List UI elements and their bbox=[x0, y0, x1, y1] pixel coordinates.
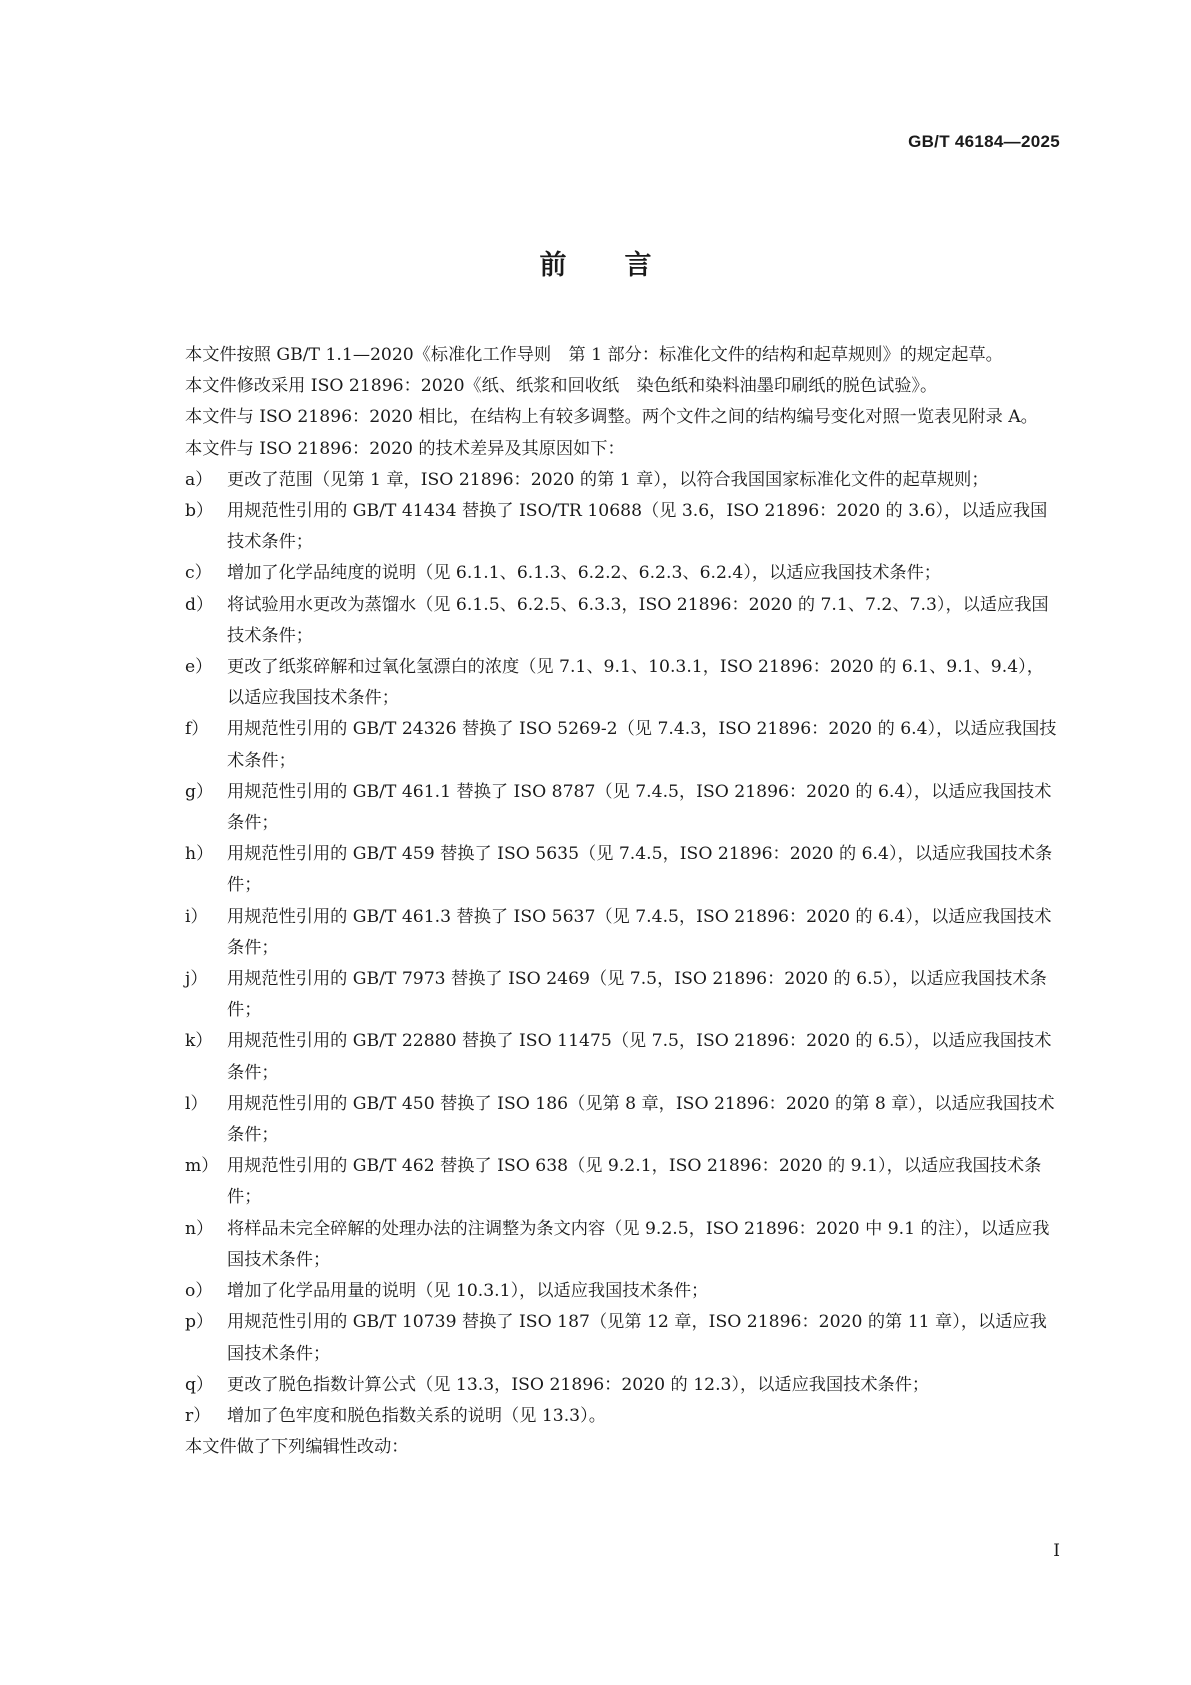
list-item-label: j） bbox=[185, 969, 208, 990]
list-item-label: i） bbox=[185, 906, 208, 927]
list-item-text: 增加了化学品纯度的说明（见 6.1.1、6.1.3、6.2.2、6.2.3、6.2.4），以适应我国技术条件； bbox=[227, 563, 941, 584]
list-item bbox=[143, 465, 1060, 496]
list-item bbox=[143, 558, 1060, 589]
list-item-label: l） bbox=[185, 1093, 208, 1114]
list-item-text: 用规范性引用的 GB/T 41434 替换了 ISO/TR 10688（见 3.6，ISO 21896：2020 的 3.6），以适应我国技术条件； bbox=[227, 501, 1048, 553]
list-item-text: 用规范性引用的 GB/T 10739 替换了 ISO 187（见第 12 章，ISO 21896：2020 的第 11 章），以适应我国技术条件； bbox=[227, 1312, 1047, 1364]
list-item-label: k） bbox=[185, 1031, 213, 1052]
technical-differences-list bbox=[143, 465, 1060, 1432]
standard-number: GB/T 46184—2025 bbox=[908, 132, 1060, 151]
paragraph-editorial-changes: 本文件做了下列编辑性改动： bbox=[185, 1437, 409, 1458]
list-item bbox=[143, 714, 1060, 776]
paragraph-adoption: 本文件修改采用 ISO 21896：2020《纸、纸浆和回收纸 染色纸和染料油墨印刷纸的脱色试验》。 bbox=[185, 376, 938, 397]
list-item bbox=[143, 1370, 1060, 1401]
list-item bbox=[143, 652, 1060, 714]
list-item bbox=[143, 1026, 1060, 1088]
list-item-label: f） bbox=[185, 719, 209, 740]
list-item bbox=[143, 777, 1060, 839]
list-item-label: n） bbox=[185, 1218, 214, 1239]
list-item-label: b） bbox=[185, 501, 214, 522]
list-item-text: 将试验用水更改为蒸馏水（见 6.1.5、6.2.5、6.3.3，ISO 21896：2020 的 7.1、7.2、7.3），以适应我国技术条件； bbox=[227, 594, 1049, 646]
list-item-text: 将样品未完全碎解的处理办法的注调整为条文内容（见 9.2.5，ISO 21896：2020 中 9.1 的注），以适应我国技术条件； bbox=[227, 1218, 1050, 1270]
list-item bbox=[143, 902, 1060, 964]
paragraph-drafting-rules: 本文件按照 GB/T 1.1—2020《标准化工作导则 第 1 部分：标准化文件的结构和起草规则》的规定起草。 bbox=[185, 345, 1003, 365]
list-item-label: r） bbox=[185, 1405, 211, 1426]
list-item-label: p） bbox=[185, 1312, 214, 1333]
list-item bbox=[143, 1214, 1060, 1276]
list-item-text: 用规范性引用的 GB/T 24326 替换了 ISO 5269-2（见 7.4.3，ISO 21896：2020 的 6.4），以适应我国技术条件； bbox=[227, 719, 1057, 771]
list-item-text: 更改了范围（见第 1 章，ISO 21896：2020 的第 1 章），以符合我国国家标准化文件的起草规则； bbox=[227, 469, 989, 490]
list-item-label: o） bbox=[185, 1281, 213, 1302]
list-item bbox=[143, 1151, 1060, 1213]
list-item bbox=[143, 590, 1060, 652]
list-item-label: e） bbox=[185, 657, 213, 678]
list-item-text: 用规范性引用的 GB/T 450 替换了 ISO 186（见第 8 章，ISO 21896：2020 的第 8 章），以适应我国技术条件； bbox=[227, 1093, 1055, 1146]
list-item bbox=[143, 839, 1060, 901]
paragraph-technical-differences: 本文件与 ISO 21896：2020 的技术差异及其原因如下： bbox=[185, 438, 625, 459]
list-item-label: a） bbox=[185, 469, 213, 490]
list-item-text: 更改了纸浆碎解和过氧化氢漂白的浓度（见 7.1、9.1、10.3.1，ISO 21896：2020 的 6.1、9.1、9.4），以适应我国技术条件； bbox=[227, 657, 1044, 709]
list-item-text: 用规范性引用的 GB/T 22880 替换了 ISO 11475（见 7.5，ISO 21896：2020 的 6.5），以适应我国技术条件； bbox=[227, 1031, 1052, 1083]
list-item bbox=[143, 1276, 1060, 1307]
list-item-label: m） bbox=[185, 1156, 219, 1177]
list-item bbox=[143, 1089, 1060, 1151]
list-item-text: 用规范性引用的 GB/T 461.1 替换了 ISO 8787（见 7.4.5，ISO 21896：2020 的 6.4），以适应我国技术条件； bbox=[227, 781, 1052, 834]
list-item bbox=[143, 1307, 1060, 1369]
list-item bbox=[143, 1401, 1060, 1432]
list-item-label: c） bbox=[185, 563, 212, 584]
list-item bbox=[143, 964, 1060, 1026]
list-item-text: 增加了色牢度和脱色指数关系的说明（见 13.3）。 bbox=[227, 1405, 606, 1426]
list-item-label: d） bbox=[185, 594, 214, 615]
list-item-text: 增加了化学品用量的说明（见 10.3.1），以适应我国技术条件； bbox=[227, 1281, 709, 1302]
list-item-text: 用规范性引用的 GB/T 461.3 替换了 ISO 5637（见 7.4.5，ISO 21896：2020 的 6.4），以适应我国技术条件； bbox=[227, 906, 1052, 958]
list-item-text: 用规范性引用的 GB/T 462 替换了 ISO 638（见 9.2.1，ISO 21896：2020 的 9.1），以适应我国技术条件； bbox=[227, 1156, 1042, 1208]
list-item-label: h） bbox=[185, 844, 214, 865]
list-item-text: 用规范性引用的 GB/T 7973 替换了 ISO 2469（见 7.5，ISO 21896：2020 的 6.5），以适应我国技术条件； bbox=[227, 969, 1047, 1021]
list-item bbox=[143, 496, 1060, 558]
list-item-text: 用规范性引用的 GB/T 459 替换了 ISO 5635（见 7.4.5，ISO 21896：2020 的 6.4），以适应我国技术条件； bbox=[227, 844, 1053, 896]
document-body bbox=[143, 340, 1060, 1463]
list-item-label: q） bbox=[185, 1374, 214, 1395]
paragraph-structure-changes: 本文件与 ISO 21896：2020 相比，在结构上有较多调整。两个文件之间的结构编号变化对照一览表见附录 A。 bbox=[185, 407, 1038, 428]
page-number: Ⅰ bbox=[1053, 1541, 1060, 1561]
page-title: 前言 bbox=[539, 250, 710, 281]
list-item-label: g） bbox=[185, 781, 214, 802]
list-item-text: 更改了脱色指数计算公式（见 13.3，ISO 21896：2020 的 12.3），以适应我国技术条件； bbox=[227, 1374, 930, 1395]
